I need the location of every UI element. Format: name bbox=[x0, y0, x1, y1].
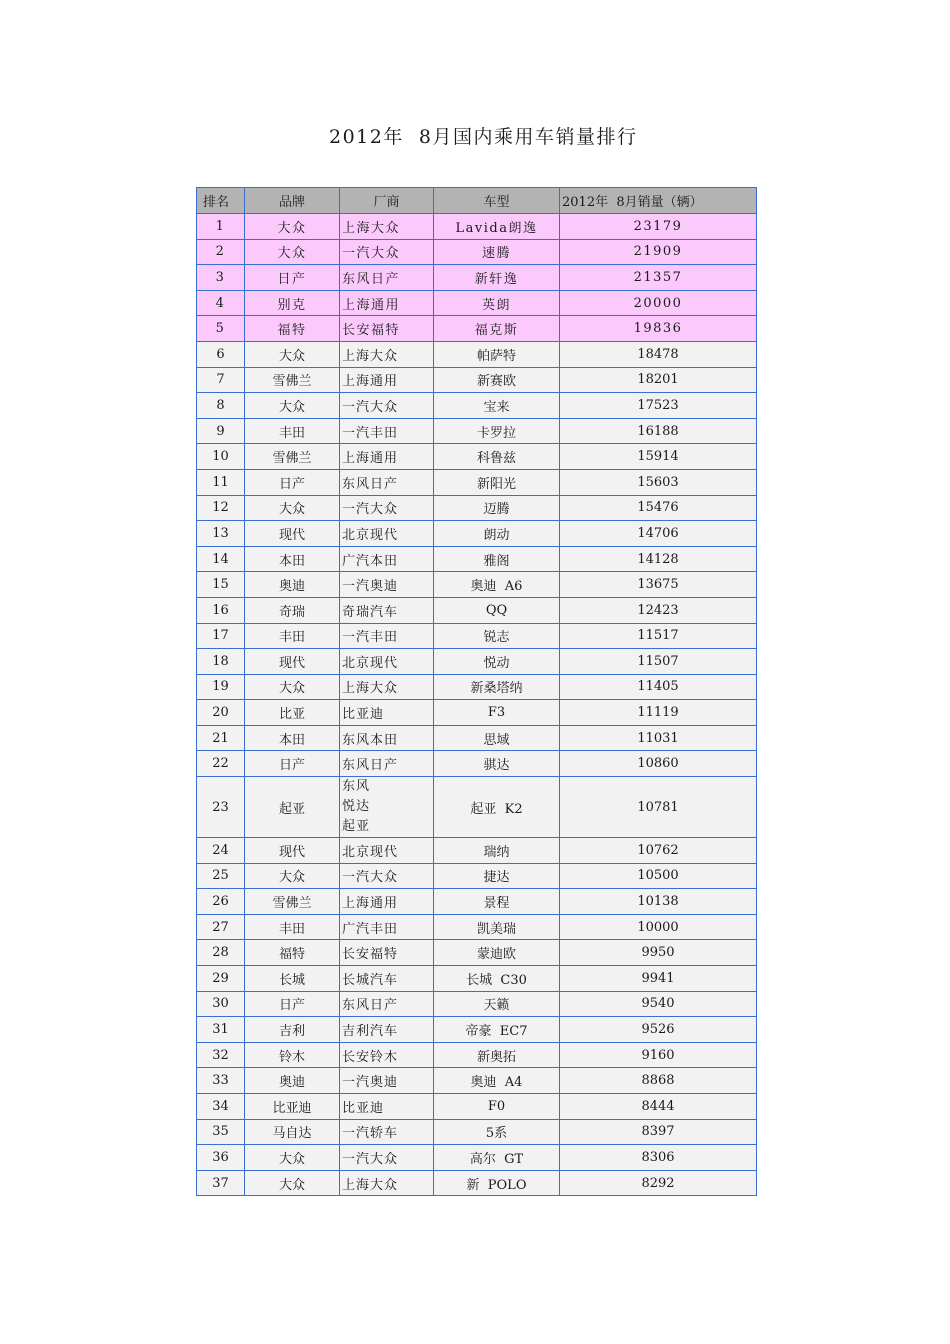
sales-cell: 13675 bbox=[560, 572, 757, 598]
brand-cell: 大众 bbox=[245, 393, 340, 419]
rank-cell: 13 bbox=[197, 521, 245, 547]
table-row bbox=[197, 863, 757, 889]
sales-cell: 8868 bbox=[560, 1068, 757, 1094]
table-row bbox=[197, 1119, 757, 1145]
maker-cell: 一汽轿车 bbox=[340, 1119, 434, 1145]
sales-cell: 15603 bbox=[560, 469, 757, 495]
maker-cell: 广汽本田 bbox=[340, 546, 434, 572]
model-cell: 科鲁兹 bbox=[434, 444, 560, 470]
rank-cell: 30 bbox=[197, 991, 245, 1017]
brand-cell: 奇瑞 bbox=[245, 597, 340, 623]
maker-cell-text: 东风悦达起亚 bbox=[342, 779, 371, 835]
sales-cell: 11405 bbox=[560, 674, 757, 700]
sales-cell: 10860 bbox=[560, 751, 757, 777]
table-row bbox=[197, 1042, 757, 1068]
table-row bbox=[197, 316, 757, 342]
maker-cell: 一汽大众 bbox=[340, 239, 434, 265]
table-row bbox=[197, 649, 757, 675]
rank-cell: 17 bbox=[197, 623, 245, 649]
table-row bbox=[197, 290, 757, 316]
model-cell: QQ bbox=[434, 597, 560, 623]
model-cell: 卡罗拉 bbox=[434, 418, 560, 444]
rank-cell: 8 bbox=[197, 393, 245, 419]
maker-cell: 上海大众 bbox=[340, 341, 434, 367]
maker-cell: 东风日产 bbox=[340, 991, 434, 1017]
maker-cell: 长安福特 bbox=[340, 940, 434, 966]
brand-cell: 大众 bbox=[245, 1170, 340, 1196]
model-cell: 长城 C30 bbox=[434, 966, 560, 992]
sales-cell: 9950 bbox=[560, 940, 757, 966]
model-cell: 新赛欧 bbox=[434, 367, 560, 393]
maker-cell: 东风日产 bbox=[340, 469, 434, 495]
model-cell: 雅阁 bbox=[434, 546, 560, 572]
sales-cell: 8444 bbox=[560, 1094, 757, 1120]
table-row bbox=[197, 1145, 757, 1171]
model-cell: 新轩逸 bbox=[434, 265, 560, 291]
maker-cell: 广汽丰田 bbox=[340, 914, 434, 940]
maker-cell: 一汽奥迪 bbox=[340, 1068, 434, 1094]
sales-cell: 8292 bbox=[560, 1170, 757, 1196]
brand-cell: 丰田 bbox=[245, 418, 340, 444]
sales-cell: 18201 bbox=[560, 367, 757, 393]
rank-cell: 6 bbox=[197, 341, 245, 367]
rank-cell: 12 bbox=[197, 495, 245, 521]
table-header-row bbox=[197, 188, 757, 214]
rank-cell: 3 bbox=[197, 265, 245, 291]
rank-cell: 21 bbox=[197, 725, 245, 751]
model-cell: 奥迪 A4 bbox=[434, 1068, 560, 1094]
brand-cell: 雪佛兰 bbox=[245, 444, 340, 470]
rank-cell: 4 bbox=[197, 290, 245, 316]
brand-cell: 本田 bbox=[245, 725, 340, 751]
rank-cell: 2 bbox=[197, 239, 245, 265]
sales-cell: 11119 bbox=[560, 700, 757, 726]
rank-cell: 27 bbox=[197, 914, 245, 940]
rank-cell: 33 bbox=[197, 1068, 245, 1094]
table-row bbox=[197, 367, 757, 393]
maker-cell: 北京现代 bbox=[340, 649, 434, 675]
maker-cell: 吉利汽车 bbox=[340, 1017, 434, 1043]
rank-cell: 34 bbox=[197, 1094, 245, 1120]
brand-cell: 奥迪 bbox=[245, 572, 340, 598]
model-cell: 思域 bbox=[434, 725, 560, 751]
table-row bbox=[197, 418, 757, 444]
table-row bbox=[197, 469, 757, 495]
table-row bbox=[197, 444, 757, 470]
table-row bbox=[197, 265, 757, 291]
brand-cell: 起亚 bbox=[245, 777, 340, 838]
rank-cell: 10 bbox=[197, 444, 245, 470]
maker-cell: 上海通用 bbox=[340, 290, 434, 316]
sales-cell: 12423 bbox=[560, 597, 757, 623]
maker-cell: 长安福特 bbox=[340, 316, 434, 342]
rank-cell: 36 bbox=[197, 1145, 245, 1171]
sales-cell: 14128 bbox=[560, 546, 757, 572]
model-cell: 天籁 bbox=[434, 991, 560, 1017]
header-rank: 排名 bbox=[197, 188, 245, 214]
sales-cell: 8397 bbox=[560, 1119, 757, 1145]
model-cell: 英朗 bbox=[434, 290, 560, 316]
table-row bbox=[197, 495, 757, 521]
table-row bbox=[197, 341, 757, 367]
brand-cell: 福特 bbox=[245, 316, 340, 342]
brand-cell: 奥迪 bbox=[245, 1068, 340, 1094]
brand-cell: 现代 bbox=[245, 649, 340, 675]
table-row bbox=[197, 546, 757, 572]
model-cell: 锐志 bbox=[434, 623, 560, 649]
brand-cell: 日产 bbox=[245, 265, 340, 291]
brand-cell: 雪佛兰 bbox=[245, 889, 340, 915]
brand-cell: 大众 bbox=[245, 239, 340, 265]
rank-cell: 18 bbox=[197, 649, 245, 675]
table-row bbox=[197, 572, 757, 598]
header-sales: 2012年 8月销量（辆） bbox=[560, 188, 757, 214]
brand-cell: 吉利 bbox=[245, 1017, 340, 1043]
rank-cell: 24 bbox=[197, 838, 245, 864]
brand-cell: 雪佛兰 bbox=[245, 367, 340, 393]
table-row bbox=[197, 393, 757, 419]
rank-cell: 20 bbox=[197, 700, 245, 726]
table-row bbox=[197, 597, 757, 623]
table-row bbox=[197, 623, 757, 649]
sales-cell: 10500 bbox=[560, 863, 757, 889]
sales-cell: 15914 bbox=[560, 444, 757, 470]
rank-cell: 15 bbox=[197, 572, 245, 598]
rank-cell: 5 bbox=[197, 316, 245, 342]
maker-cell: 上海通用 bbox=[340, 889, 434, 915]
brand-cell: 现代 bbox=[245, 838, 340, 864]
maker-cell: 一汽大众 bbox=[340, 495, 434, 521]
rank-cell: 32 bbox=[197, 1042, 245, 1068]
rank-cell: 16 bbox=[197, 597, 245, 623]
brand-cell: 大众 bbox=[245, 214, 340, 240]
table-row bbox=[197, 674, 757, 700]
brand-cell: 现代 bbox=[245, 521, 340, 547]
sales-cell: 9160 bbox=[560, 1042, 757, 1068]
sales-cell: 20000 bbox=[560, 290, 757, 316]
model-cell: 捷达 bbox=[434, 863, 560, 889]
sales-cell: 9540 bbox=[560, 991, 757, 1017]
model-cell: 瑞纳 bbox=[434, 838, 560, 864]
maker-cell: 一汽大众 bbox=[340, 863, 434, 889]
table-row bbox=[197, 214, 757, 240]
table-row bbox=[197, 1068, 757, 1094]
maker-cell: 一汽大众 bbox=[340, 1145, 434, 1171]
header-maker: 厂商 bbox=[340, 188, 434, 214]
sales-cell: 18478 bbox=[560, 341, 757, 367]
maker-cell: 长安铃木 bbox=[340, 1042, 434, 1068]
model-cell: 5系 bbox=[434, 1119, 560, 1145]
sales-cell: 21909 bbox=[560, 239, 757, 265]
brand-cell: 马自达 bbox=[245, 1119, 340, 1145]
brand-cell: 大众 bbox=[245, 495, 340, 521]
model-cell: 朗动 bbox=[434, 521, 560, 547]
table-row bbox=[197, 751, 757, 777]
sales-cell: 9526 bbox=[560, 1017, 757, 1043]
model-cell: 帝豪 EC7 bbox=[434, 1017, 560, 1043]
model-cell: F0 bbox=[434, 1094, 560, 1120]
table-row bbox=[197, 1017, 757, 1043]
rank-cell: 29 bbox=[197, 966, 245, 992]
model-cell: 新阳光 bbox=[434, 469, 560, 495]
rank-cell: 1 bbox=[197, 214, 245, 240]
maker-cell: 一汽丰田 bbox=[340, 623, 434, 649]
maker-cell: 比亚迪 bbox=[340, 700, 434, 726]
brand-cell: 丰田 bbox=[245, 623, 340, 649]
rank-cell: 9 bbox=[197, 418, 245, 444]
rank-cell: 11 bbox=[197, 469, 245, 495]
model-cell: Lavida朗逸 bbox=[434, 214, 560, 240]
brand-cell: 比亚 bbox=[245, 700, 340, 726]
sales-cell: 11507 bbox=[560, 649, 757, 675]
model-cell: 高尔 GT bbox=[434, 1145, 560, 1171]
sales-cell: 15476 bbox=[560, 495, 757, 521]
maker-cell: 北京现代 bbox=[340, 521, 434, 547]
maker-cell: 上海通用 bbox=[340, 444, 434, 470]
maker-cell: 上海大众 bbox=[340, 214, 434, 240]
rank-cell: 23 bbox=[197, 777, 245, 838]
brand-cell: 长城 bbox=[245, 966, 340, 992]
rank-cell: 35 bbox=[197, 1119, 245, 1145]
sales-cell: 23179 bbox=[560, 214, 757, 240]
rank-cell: 19 bbox=[197, 674, 245, 700]
model-cell: 起亚 K2 bbox=[434, 777, 560, 838]
header-model: 车型 bbox=[434, 188, 560, 214]
sales-cell: 11517 bbox=[560, 623, 757, 649]
rank-cell: 26 bbox=[197, 889, 245, 915]
model-cell: 新 POLO bbox=[434, 1170, 560, 1196]
maker-cell: 比亚迪 bbox=[340, 1094, 434, 1120]
sales-cell: 11031 bbox=[560, 725, 757, 751]
table-row bbox=[197, 966, 757, 992]
model-cell: 新奥拓 bbox=[434, 1042, 560, 1068]
table-row bbox=[197, 940, 757, 966]
sales-cell: 19836 bbox=[560, 316, 757, 342]
page-title: 2012年 8月国内乘用车销量排行 bbox=[329, 126, 638, 148]
sales-cell: 21357 bbox=[560, 265, 757, 291]
maker-cell: 一汽大众 bbox=[340, 393, 434, 419]
sales-cell: 16188 bbox=[560, 418, 757, 444]
brand-cell: 日产 bbox=[245, 469, 340, 495]
model-cell: 速腾 bbox=[434, 239, 560, 265]
brand-cell: 大众 bbox=[245, 674, 340, 700]
rank-cell: 25 bbox=[197, 863, 245, 889]
maker-cell: 上海通用 bbox=[340, 367, 434, 393]
rank-cell: 37 bbox=[197, 1170, 245, 1196]
table-row bbox=[197, 838, 757, 864]
table-row bbox=[197, 1094, 757, 1120]
brand-cell: 大众 bbox=[245, 863, 340, 889]
brand-cell: 福特 bbox=[245, 940, 340, 966]
sales-cell: 17523 bbox=[560, 393, 757, 419]
header-brand: 品牌 bbox=[245, 188, 340, 214]
maker-cell: 东风本田 bbox=[340, 725, 434, 751]
maker-cell: 奇瑞汽车 bbox=[340, 597, 434, 623]
sales-cell: 8306 bbox=[560, 1145, 757, 1171]
table-row bbox=[197, 777, 757, 838]
sales-cell: 10138 bbox=[560, 889, 757, 915]
table-row bbox=[197, 914, 757, 940]
brand-cell: 比亚迪 bbox=[245, 1094, 340, 1120]
table-row bbox=[197, 521, 757, 547]
rank-cell: 28 bbox=[197, 940, 245, 966]
table-row bbox=[197, 725, 757, 751]
sales-cell: 10000 bbox=[560, 914, 757, 940]
maker-cell: 北京现代 bbox=[340, 838, 434, 864]
maker-cell: 上海大众 bbox=[340, 1170, 434, 1196]
brand-cell: 铃木 bbox=[245, 1042, 340, 1068]
table-row bbox=[197, 889, 757, 915]
maker-cell: 一汽丰田 bbox=[340, 418, 434, 444]
sales-ranking-table bbox=[196, 187, 757, 1196]
model-cell: 福克斯 bbox=[434, 316, 560, 342]
maker-cell: 东风日产 bbox=[340, 265, 434, 291]
maker-cell: 东风日产 bbox=[340, 751, 434, 777]
model-cell: 凯美瑞 bbox=[434, 914, 560, 940]
rank-cell: 31 bbox=[197, 1017, 245, 1043]
brand-cell: 大众 bbox=[245, 341, 340, 367]
maker-cell: 一汽奥迪 bbox=[340, 572, 434, 598]
model-cell: 骐达 bbox=[434, 751, 560, 777]
model-cell: 奥迪 A6 bbox=[434, 572, 560, 598]
brand-cell: 本田 bbox=[245, 546, 340, 572]
model-cell: F3 bbox=[434, 700, 560, 726]
brand-cell: 大众 bbox=[245, 1145, 340, 1171]
maker-cell bbox=[340, 777, 434, 838]
table-row bbox=[197, 700, 757, 726]
model-cell: 景程 bbox=[434, 889, 560, 915]
model-cell: 蒙迪欧 bbox=[434, 940, 560, 966]
sales-cell: 9941 bbox=[560, 966, 757, 992]
model-cell: 迈腾 bbox=[434, 495, 560, 521]
sales-cell: 14706 bbox=[560, 521, 757, 547]
model-cell: 悦动 bbox=[434, 649, 560, 675]
table-row bbox=[197, 1170, 757, 1196]
model-cell: 宝来 bbox=[434, 393, 560, 419]
table-row bbox=[197, 991, 757, 1017]
model-cell: 新桑塔纳 bbox=[434, 674, 560, 700]
rank-cell: 7 bbox=[197, 367, 245, 393]
sales-cell: 10762 bbox=[560, 838, 757, 864]
rank-cell: 22 bbox=[197, 751, 245, 777]
rank-cell: 14 bbox=[197, 546, 245, 572]
table-row bbox=[197, 239, 757, 265]
sales-cell: 10781 bbox=[560, 777, 757, 838]
brand-cell: 日产 bbox=[245, 991, 340, 1017]
brand-cell: 丰田 bbox=[245, 914, 340, 940]
brand-cell: 别克 bbox=[245, 290, 340, 316]
model-cell: 帕萨特 bbox=[434, 341, 560, 367]
brand-cell: 日产 bbox=[245, 751, 340, 777]
maker-cell: 上海大众 bbox=[340, 674, 434, 700]
maker-cell: 长城汽车 bbox=[340, 966, 434, 992]
